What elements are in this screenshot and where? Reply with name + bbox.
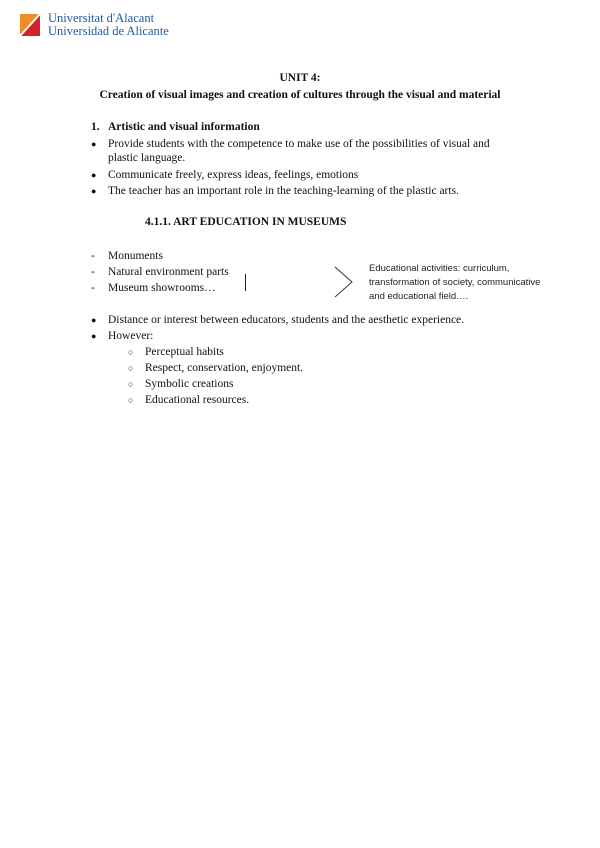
dash-marker: -: [91, 266, 95, 278]
circle-bullet-icon: ○: [128, 347, 134, 357]
section-number: 1.: [91, 121, 100, 133]
circle-bullet-icon: ○: [128, 379, 134, 389]
subsection-heading: 4.1.1. ART EDUCATION IN MUSEUMS: [145, 216, 347, 228]
side-note: [369, 262, 540, 304]
unit-subtitle: Creation of visual images and creation of cultures through the visual and material: [99, 89, 501, 101]
bullet-text-continued: plastic language.: [108, 152, 186, 164]
sub-bullet-text: Perceptual habits: [145, 346, 224, 358]
dash-marker: -: [91, 282, 95, 294]
dash-text: Natural environment parts: [108, 266, 229, 278]
side-note-line: Educational activities: curriculum,: [369, 263, 510, 274]
sub-bullet-text: Educational resources.: [145, 394, 250, 406]
dash-text: Monuments: [108, 250, 163, 262]
logo-text: [48, 12, 169, 38]
side-note-line: transformation of society, communicative: [369, 277, 541, 288]
logo-line-2: Universidad de Alicante: [48, 24, 169, 38]
sub-bullet-text: Respect, conservation, enjoyment.: [145, 362, 304, 374]
side-note-line: and educational field….: [369, 291, 469, 302]
bullet-text: Distance or interest between educators, students and the aesthetic experience.: [108, 314, 465, 326]
bullet-text: Communicate freely, express ideas, feelings, emotions: [108, 169, 359, 181]
dash-text: Museum showrooms…: [108, 282, 216, 294]
chevron-right-arrow-icon: [332, 265, 356, 299]
circle-bullet-icon: ○: [128, 363, 134, 373]
bullet-dot-icon: ●: [91, 186, 97, 196]
bullet-text: Provide students with the competence to make use of the possibilities of visual and: [108, 138, 490, 150]
unit-title: UNIT 4:: [279, 72, 321, 84]
university-logo: [18, 12, 178, 42]
bullet-dot-icon: ●: [91, 315, 97, 325]
bullet-dot-icon: ●: [91, 170, 97, 180]
bullet-dot-icon: ●: [91, 139, 97, 149]
bracket-line: [245, 274, 246, 291]
bullet-dot-icon: ●: [91, 331, 97, 341]
dash-marker: -: [91, 250, 95, 262]
logo-line-1: Universitat d'Alacant: [48, 11, 155, 25]
section-title: Artistic and visual information: [108, 121, 260, 133]
sub-bullet-text: Symbolic creations: [145, 378, 234, 390]
bullet-text: The teacher has an important role in the teaching-learning of the plastic arts.: [108, 185, 459, 197]
section-heading: [91, 121, 260, 133]
university-logo-icon: [18, 12, 42, 38]
bullet-text: However:: [108, 330, 154, 342]
circle-bullet-icon: ○: [128, 395, 134, 405]
